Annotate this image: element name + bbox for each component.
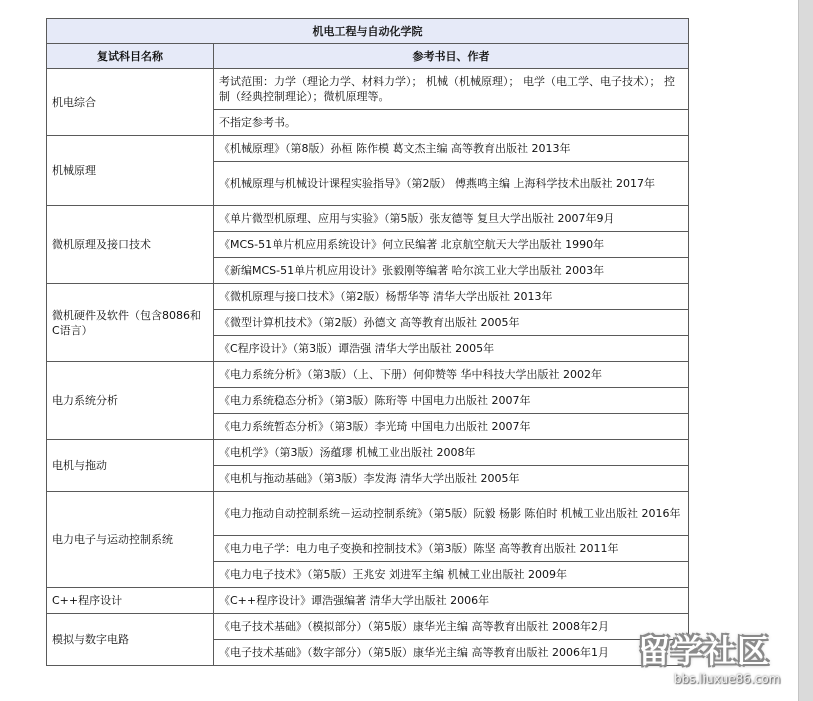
reference-cell: 《电机学》（第3版）汤蕴璆 机械工业出版社 2008年 [214,440,689,466]
subject-cell: C++程序设计 [47,588,214,614]
header-subject: 复试科目名称 [47,44,214,69]
reference-cell: 《单片微型机原理、应用与实验》（第5版）张友德等 复旦大学出版社 2007年9月 [214,206,689,232]
table-row [47,440,689,466]
table-row [47,69,689,110]
table-row [47,136,689,162]
reference-cell: 不指定参考书。 [214,110,689,136]
table-row [47,284,689,310]
reference-cell: 《电力电子学：电力电子变换和控制技术》（第3版）陈坚 高等教育出版社 2011年 [214,536,689,562]
reference-cell: 《电力拖动自动控制系统－运动控制系统》（第5版）阮毅 杨影 陈伯时 机械工业出版社 2016年 [214,492,689,536]
subject-cell: 微机硬件及软件（包含8086和C语言） [47,284,214,362]
subject-cell: 机电综合 [47,69,214,136]
subject-cell: 微机原理及接口技术 [47,206,214,284]
reference-cell: 《微机原理与接口技术》（第2版）杨帮华等 清华大学出版社 2013年 [214,284,689,310]
reference-cell: 考试范围：力学（理论力学、材料力学）； 机械（机械原理）； 电学（电工学、电子技术）； 控制（经典控制理论）；微机原理等。 [214,69,689,110]
subject-cell: 电机与拖动 [47,440,214,492]
reference-cell: 《机械原理与机械设计课程实验指导》（第2版） 傅燕鸣主编 上海科学技术出版社 2017年 [214,162,689,206]
reference-cell: 《电力系统分析》（第3版）（上、下册）何仰赞等 华中科技大学出版社 2002年 [214,362,689,388]
reference-cell: 《电力系统稳态分析》（第3版）陈珩等 中国电力出版社 2007年 [214,388,689,414]
watermark-brand: 留学社区 [638,632,771,670]
table-row [47,492,689,536]
reference-cell: 《电力电子技术》（第5版）王兆安 刘进军主编 机械工业出版社 2009年 [214,562,689,588]
watermark-logo [638,626,800,696]
table-row [47,614,689,640]
reference-cell: 《机械原理》（第8版）孙桓 陈作模 葛文杰主编 高等教育出版社 2013年 [214,136,689,162]
reference-cell: 《电子技术基础》（模拟部分）（第5版）康华光主编 高等教育出版社 2008年2月 [214,614,689,640]
table-title: 机电工程与自动化学院 [47,19,689,44]
subject-cell: 模拟与数字电路 [47,614,214,666]
admission-reference-table [46,18,689,666]
reference-cell: 《电子技术基础》（数字部分）（第5版）康华光主编 高等教育出版社 2006年1月 [214,640,689,666]
table-row [47,588,689,614]
reference-cell: 《C程序设计》（第3版）谭浩强 清华大学出版社 2005年 [214,336,689,362]
reference-cell: 《电机与拖动基础》（第3版）李发海 清华大学出版社 2005年 [214,466,689,492]
subject-cell: 电力电子与运动控制系统 [47,492,214,588]
scrollbar-edge [798,0,813,701]
reference-cell: 《新编MCS-51单片机应用设计》张毅刚等编著 哈尔滨工业大学出版社 2003年 [214,258,689,284]
table-row [47,206,689,232]
subject-cell: 机械原理 [47,136,214,206]
reference-cell: 《C++程序设计》谭浩强编著 清华大学出版社 2006年 [214,588,689,614]
subject-cell: 电力系统分析 [47,362,214,440]
reference-cell: 《MCS-51单片机应用系统设计》何立民编著 北京航空航天大学出版社 1990年 [214,232,689,258]
reference-cell: 《微型计算机技术》（第2版）孙德文 高等教育出版社 2005年 [214,310,689,336]
header-references: 参考书目、作者 [214,44,689,69]
table-row [47,362,689,388]
watermark-url: bbs.liuxue86.com [674,672,781,686]
reference-cell: 《电力系统暂态分析》（第3版）李光琦 中国电力出版社 2007年 [214,414,689,440]
